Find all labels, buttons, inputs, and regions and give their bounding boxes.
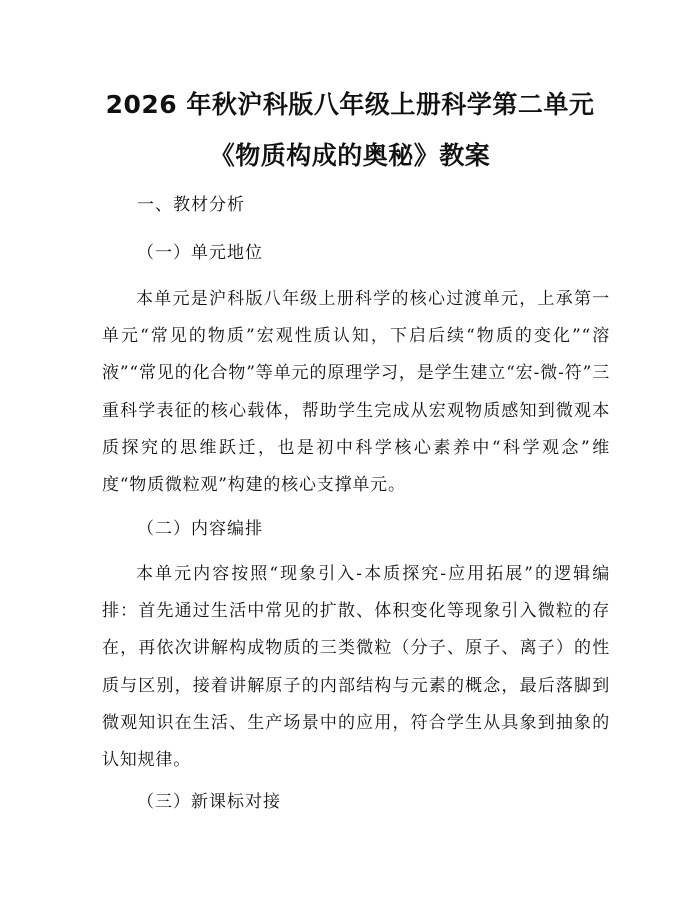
document-title-line-1: 2026 年秋沪科版八年级上册科学第二单元 (105, 90, 595, 119)
paragraph-unit-position: 本单元是沪科版八年级上册科学的核心过渡单元，上承第一单元“常见的物质”宏观性质认知，下启后续“物质的变化”“溶液”“常见的化合物”等单元的原理学习，是学生建立“宏-微-符”三重科学表征的核心载体，帮助学生完成从宏观物质感知到微观本质探究的思维跃迁，也是初中科学核心素养中“科学观念”维度“物质微粒观”构建的核心支撑单元。 (102, 289, 610, 496)
subsection-heading-curriculum-standards: （三）新课标对接 (137, 792, 281, 812)
paragraph-content-arrangement: 本单元内容按照“现象引入-本质探究-应用拓展”的逻辑编排：首先通过生活中常见的扩散、体积变化等现象引入微粒的存在，再依次讲解构成物质的三类微粒（分子、原子、离子）的性质与区别，接着讲解原子的内部结构与元素的概念，最后落脚到微观知识在生活、生产场景中的应用，符合学生从具象到抽象的认知规律。 (102, 564, 610, 771)
subsection-heading-unit-position: （一）单元地位 (137, 243, 263, 263)
section-heading-textbook-analysis: 一、教材分析 (137, 195, 245, 215)
subsection-heading-content-arrangement: （二）内容编排 (137, 519, 263, 539)
document-title-line-2: 《物质构成的奥秘》教案 (209, 141, 491, 170)
